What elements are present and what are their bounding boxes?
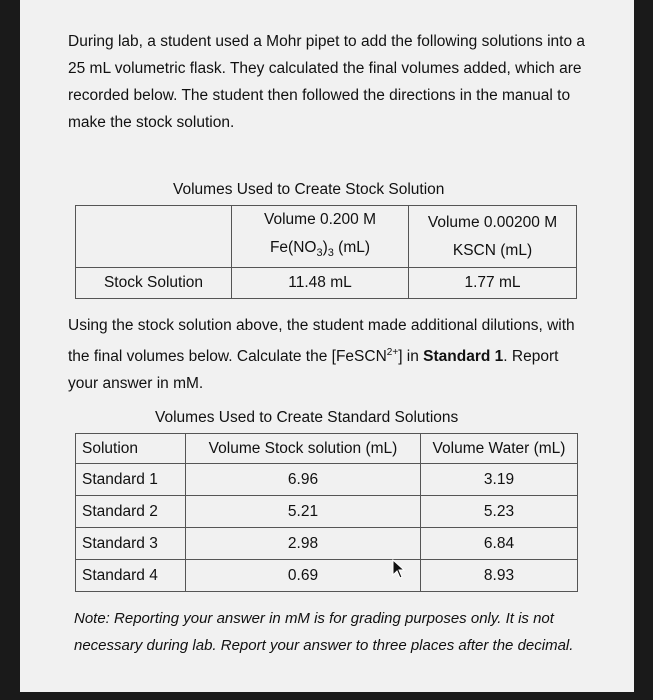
col-header-stock-volume: Volume Stock solution (mL) (186, 434, 421, 464)
mouse-cursor-icon (392, 559, 406, 579)
table-row: Standard 1 6.96 3.19 (76, 464, 578, 496)
stock-kscn-volume: 1.77 mL (409, 268, 577, 299)
stock-table-caption: Volumes Used to Create Stock Solution (173, 181, 445, 198)
stock-solution-table (75, 205, 577, 299)
table-row: Standard 3 2.98 6.84 (76, 528, 578, 560)
intro-paragraph: During lab, a student used a Mohr pipet to add the following solutions into a 25 mL volumetric flask. They calculated the final volumes added, which are recorded below. The student then followed the directions in the manual to make the stock solution. (68, 33, 585, 131)
question-paragraph: Using the stock solution above, the student made additional dilutions, with the final volumes below. Calculate the [FeSCN$^{2+}$] in Standard 1. Report your answer in mM. (68, 317, 575, 393)
table-row: Standard 4 0.69 8.93 (76, 560, 578, 592)
col-header-water-volume: Volume Water (mL) (421, 434, 578, 464)
document-page (20, 0, 634, 692)
note-paragraph: Note: Reporting your answer in mM is for grading purposes only. It is not necessary during lab. Report your answer to three places after the decimal. (74, 610, 574, 654)
stock-header-fe: Volume 0.200 M $Fe(NO_3)_3$ (mL) (232, 206, 409, 268)
stock-header-kscn: Volume 0.00200 M KSCN (mL) (409, 206, 577, 268)
stock-header-empty (76, 206, 232, 268)
standards-table (75, 433, 578, 592)
table-row: Standard 2 5.21 5.23 (76, 496, 578, 528)
standards-table-caption: Volumes Used to Create Standard Solutions (155, 409, 459, 426)
fe-formula: $Fe(NO_3)_3$ (mL) (269, 239, 371, 260)
stock-fe-volume: 11.48 mL (232, 268, 409, 299)
stock-row-label: Stock Solution (76, 268, 232, 299)
col-header-solution: Solution (76, 434, 186, 464)
